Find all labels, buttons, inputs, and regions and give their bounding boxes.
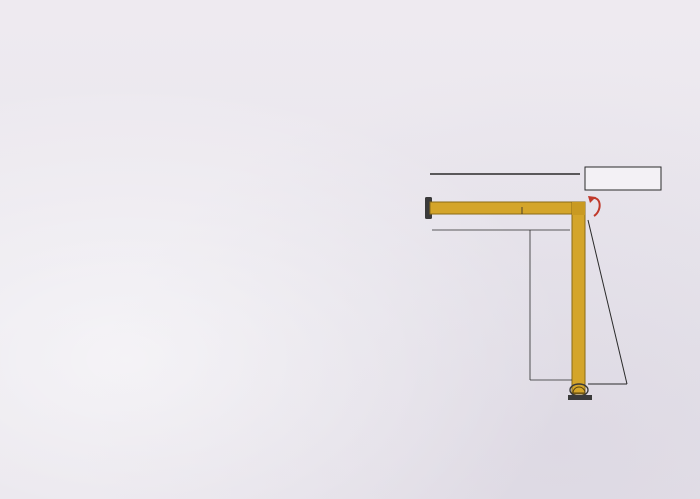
member-ab — [430, 202, 583, 214]
support-c-ground — [568, 395, 592, 400]
couple-moment-arrowhead — [588, 196, 596, 203]
couple-moment-box — [585, 167, 661, 190]
joint-b — [572, 202, 585, 215]
distributed-load-side — [588, 220, 627, 384]
member-bc — [572, 202, 585, 394]
distributed-load-side-envelope — [588, 220, 627, 384]
